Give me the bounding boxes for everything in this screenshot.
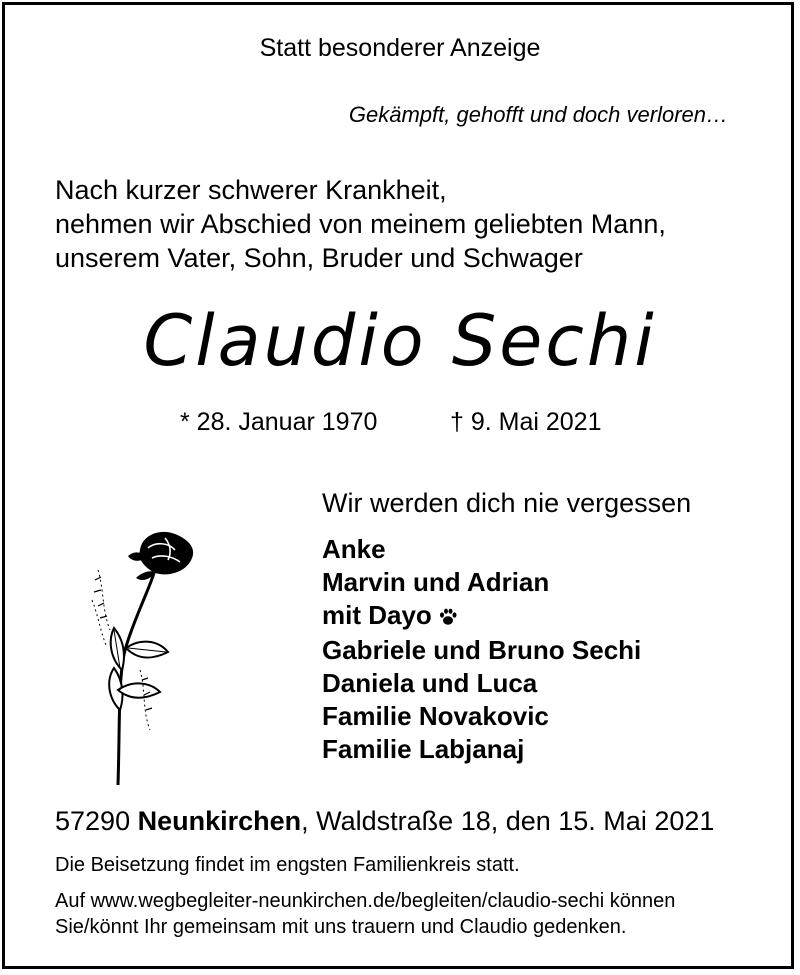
intro-text [55, 173, 666, 275]
family-list [322, 533, 641, 766]
family-member-row [322, 599, 641, 634]
deceased-name: Claudio Sechi [143, 300, 657, 382]
never-forget-line: Wir werden dich nie vergessen [322, 488, 692, 518]
place-address-date: , Waldstraße 18, den 15. Mai 2021 [301, 806, 715, 836]
intro-line: nehmen wir Abschied von meinem geliebten Mann, [55, 209, 666, 239]
family-member: Daniela und Luca [322, 667, 538, 698]
online-condolence [55, 888, 675, 940]
notice-heading: Statt besonderer Anzeige [259, 34, 541, 62]
place-and-date [55, 806, 714, 837]
intro-line: Nach kurzer schwerer Krankheit, [55, 175, 447, 205]
family-member: mit Dayo [322, 600, 432, 630]
intro-line: unserem Vater, Sohn, Bruder und Schwager [55, 243, 583, 273]
burial-note: Die Beisetzung findet im engsten Familienkreis statt. [55, 854, 520, 876]
online-line: Auf www.wegbegleiter-neunkirchen.de/begleiten/claudio-sechi können [55, 890, 676, 912]
birth-date: * 28. Januar 1970 [180, 408, 378, 436]
place-city: Neunkirchen [137, 806, 302, 836]
motto: Gekämpft, gehofft und doch verloren… [348, 102, 728, 127]
family-member: Anke [322, 534, 386, 564]
place-zip: 57290 [55, 806, 131, 836]
death-date: † 9. Mai 2021 [450, 408, 602, 436]
paw-icon [438, 601, 458, 634]
online-line: Sie/könnt Ihr gemeinsam mit uns trauern und Claudio gedenken. [55, 916, 627, 938]
rose-icon [80, 520, 210, 790]
family-member: Familie Novakovic [322, 700, 549, 731]
family-member: Familie Labjanaj [322, 733, 525, 764]
family-member: Gabriele und Bruno Sechi [322, 634, 642, 665]
family-member: Marvin und Adrian [322, 567, 550, 597]
